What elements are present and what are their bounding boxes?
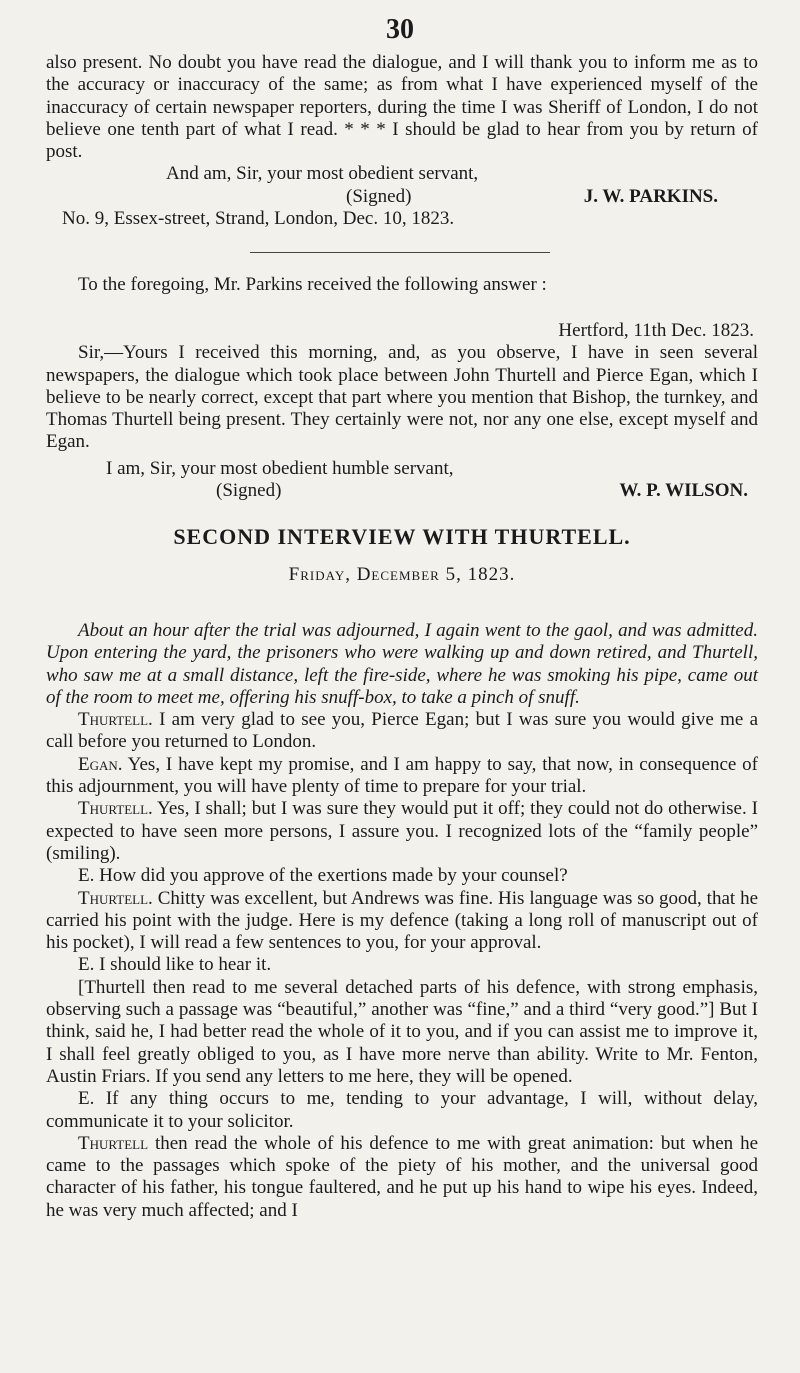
- speech-text: [Thurtell then read to me several detached parts of his defence, with strong emphasis, observing such a passage was “beautiful,” another was “fine,” and a third “very good.”] But I think, said he, I had better read the whole of it to you, and if you can assist me to improve it, I shall feel greatly obliged to you, as I have more nerve than ability. Write to Mr. Fenton, Austin Friars. If you send any letters to me here, they will be opened.: [46, 976, 758, 1087]
- interview-paragraph: [46, 620, 758, 709]
- interview-paragraph: [46, 754, 758, 799]
- speech-text: I am very glad to see you, Pierce Egan; but I was sure you would give me a call before you returned to London.: [46, 709, 758, 753]
- speaker-name: E.: [78, 865, 95, 887]
- letter-wilson-dateline: Hertford, 11th Dec. 1823.: [558, 320, 754, 341]
- letter-parkins-body: also present. No doubt you have read the dialogue, and I will thank you to inform me as to the accuracy or inaccuracy of the same; as from what I have experienced myself of the inaccuracy of certain newspaper reporters, during the time I was Sheriff of London, I do not believe one tenth part of what I read. * * * I should be glad to hear from you by return of post.: [46, 52, 758, 163]
- page-number: 30: [386, 14, 414, 45]
- interview-paragraph: [46, 709, 758, 754]
- letter-wilson-closing: I am, Sir, your most obedient humble servant,: [106, 457, 454, 479]
- interview-paragraph: [46, 865, 758, 887]
- speech-text: Yes, I shall; but I was sure they would put it off; they could not do otherwise. I expected to have seen more persons, I assure you. I recognized lots of the “family people” (smiling).: [46, 798, 759, 864]
- speech-text: then read the whole of his defence to me with great animation: but when he came to the passages which spoke of the piety of his mother, and the universal good character of his father, his tongue faultered, and he put up his hand to wipe his eyes. Indeed, he was very much affected; and I: [46, 1132, 759, 1221]
- intro-line: To the foregoing, Mr. Parkins received the following answer :: [78, 274, 547, 295]
- signer-name: W. P. WILSON.: [619, 480, 748, 502]
- speech-text: If any thing occurs to me, tending to your advantage, I will, without delay, communicate it to your solicitor.: [46, 1088, 759, 1132]
- section-header: [46, 524, 758, 586]
- interview-paragraph: [46, 1133, 758, 1222]
- interview-paragraph: [46, 954, 758, 976]
- letter-parkins-closing: And am, Sir, your most obedient servant,: [166, 163, 479, 185]
- speaker-name: Thurtell: [78, 1132, 149, 1154]
- signed-label: (Signed): [216, 480, 282, 502]
- signed-label: (Signed): [346, 185, 412, 207]
- speech-text: Yes, I have kept my promise, and I am happy to say, that now, in consequence of this adjournment, you will have plenty of time to prepare for your trial.: [46, 753, 759, 798]
- speaker-name: Thurtell.: [78, 709, 153, 731]
- speaker-name: E.: [78, 1088, 95, 1110]
- speech-text: Chitty was excellent, but Andrews was fine. His language was so good, that he carried his point with the judge. Here is my defence (taking a long roll of manuscript out of his pocket), I will read a few sentences to you, for your approval.: [46, 887, 758, 954]
- reply-intro: [46, 274, 758, 296]
- letter-parkins-signature: [46, 186, 758, 208]
- section-heading: SECOND INTERVIEW WITH THURTELL.: [173, 524, 631, 549]
- letter-parkins: [46, 52, 758, 230]
- speech-text: I should like to hear it.: [99, 954, 272, 976]
- speaker-name: Egan.: [78, 753, 123, 775]
- letter-wilson: [46, 320, 758, 502]
- speaker-name: Thurtell.: [78, 887, 153, 909]
- section-divider: [250, 252, 550, 253]
- speech-text: About an hour after the trial was adjourned, I again went to the gaol, and was admitted. Upon entering the yard, the prisoners who were walking up and down retired, and Thurtell, who saw me at a small distance, left the fire-side, where he was smoking his pipe, came out of the room to meet me, offering his snuff-box, to take a pinch of snuff.: [46, 620, 758, 708]
- speaker-name: E.: [78, 954, 95, 976]
- interview-paragraph: [46, 1088, 758, 1133]
- speaker-name: Thurtell.: [78, 798, 153, 820]
- letter-wilson-signature: [46, 480, 758, 502]
- interview-text: [46, 620, 758, 1222]
- speech-text: How did you approve of the exertions made by your counsel?: [99, 865, 568, 887]
- letter-wilson-body: Sir,—Yours I received this morning, and, as you observe, I have in seen several newspapers, the dialogue which took place between John Thurtell and Pierce Egan, which I believe to be nearly correct, except that part where you mention that Bishop, the turnkey, and Thomas Thurtell being present. They certainly were not, nor any one else, except myself and Egan.: [46, 342, 758, 453]
- interview-paragraph: [46, 977, 758, 1088]
- interview-paragraph: [46, 798, 758, 865]
- section-date: Friday, December 5, 1823.: [288, 564, 516, 585]
- interview-paragraph: [46, 888, 758, 955]
- letter-parkins-address: No. 9, Essex-street, Strand, London, Dec. 10, 1823.: [62, 207, 455, 229]
- signer-name: J. W. PARKINS.: [583, 185, 718, 207]
